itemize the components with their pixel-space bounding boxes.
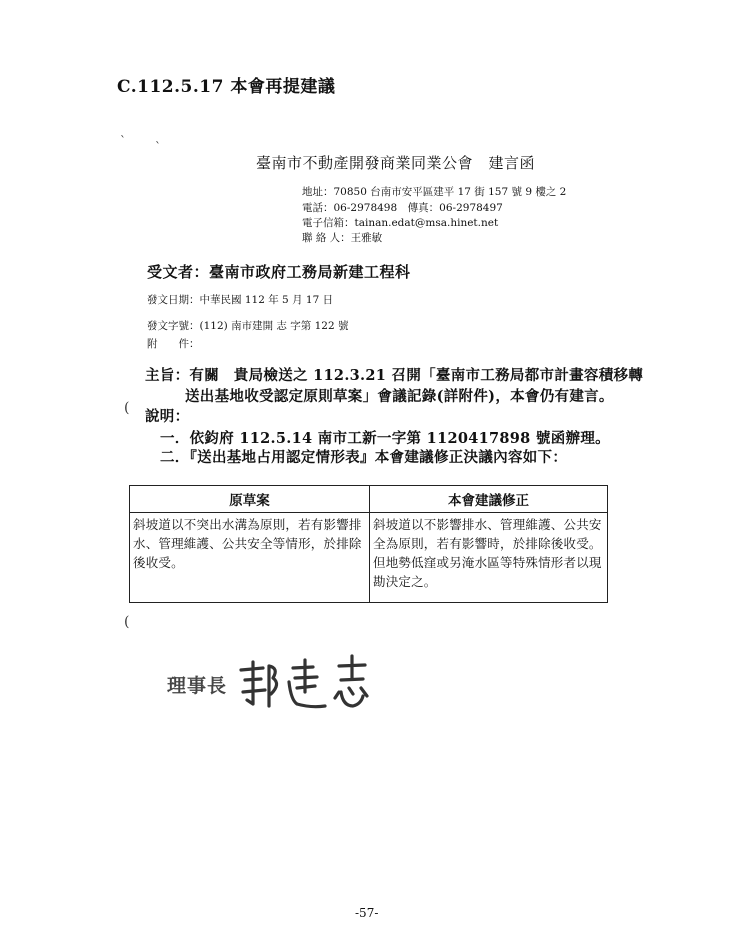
scan-mark-bracket: ( [124, 400, 130, 416]
subject-line-2: 送出基地收受認定原則草案」會議記錄(詳附件)，本會仍有建言。 [185, 388, 614, 405]
table-header-proposed-revision: 本會建議修正 [370, 486, 608, 513]
attachment-label: 附 件： [147, 338, 200, 350]
scan-mark-tick: ` [120, 134, 126, 148]
explanation-item-2: 二．『送出基地占用認定情形表』本會建議修正決議內容如下： [160, 449, 568, 466]
explanation-item-1: 一．依鈞府 112.5.14 南市工新一字第 1120417898 號函辦理。 [160, 430, 610, 447]
amendment-table [129, 485, 608, 603]
issue-date: 發文日期：中華民國 112 年 5 月 17 日 [147, 294, 334, 306]
contact-email: 電子信箱：tainan.edat@msa.hinet.net [302, 217, 499, 229]
page-number: -57- [355, 906, 379, 920]
table-cell-proposed-revision: 斜坡道以不影響排水、管理維護、公共安全為原則，若有影響時，於排除後收受。但地勢低窪或另淹水區等特殊情形者以現勘決定之。 [370, 513, 608, 603]
subject-line-1: 主旨：有關 貴局檢送之 112.3.21 召開「臺南市工務局都市計畫容積移轉 [145, 367, 644, 384]
scan-mark-bracket: ( [124, 614, 130, 630]
signer-title: 理事長 [167, 675, 228, 697]
recipient: 受文者：臺南市政府工務局新建工程科 [147, 263, 411, 281]
contact-person: 聯 絡 人：王雅敏 [302, 232, 383, 244]
document-number: 發文字號：(112) 南市建開 志 字第 122 號 [147, 320, 349, 332]
table-header-original-draft: 原草案 [130, 486, 370, 513]
contact-address: 地址：70850 台南市安平區建平 17 街 157 號 9 樓之 2 [302, 186, 567, 198]
document-heading: C.112.5.17 本會再提建議 [117, 77, 336, 97]
letterhead-title: 臺南市不動產開發商業同業公會 建言函 [256, 154, 536, 172]
signature [235, 648, 375, 718]
explanation-label: 說明： [145, 408, 190, 425]
scan-mark-tick: ` [155, 140, 161, 154]
table-cell-original-draft: 斜坡道以不突出水溝為原則，若有影響排水、管理維護、公共安全等情形，於排除後收受。 [130, 513, 370, 603]
contact-phone-fax: 電話：06-2978498 傳真：06-2978497 [302, 202, 503, 214]
